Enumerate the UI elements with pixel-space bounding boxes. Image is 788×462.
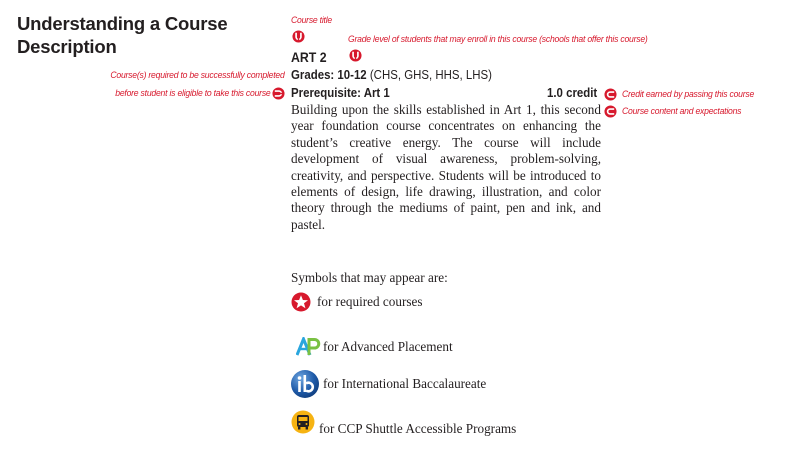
symbol-label: for Advanced Placement [323, 339, 453, 354]
annotation-prerequisite-line-1: Course(s) required to be successfully completed [110, 70, 285, 81]
grades-range: Grades: 10-12 [291, 67, 367, 82]
symbol-row-ib [290, 369, 486, 399]
ib-icon [290, 369, 320, 399]
arrow-down-icon [292, 30, 305, 43]
star-icon [291, 292, 311, 312]
page-heading [17, 12, 277, 58]
heading-line-1: Understanding a Course [17, 13, 228, 34]
bus-icon [291, 410, 315, 434]
symbol-label: for International Baccalaureate [323, 376, 487, 391]
annotation-credit: Credit earned by passing this course [622, 89, 755, 100]
ap-icon [296, 337, 322, 357]
course-description: Building upon the skills established in Art 1, this second year foundation course concentrates on enhancing the student’s creative energy. The course will include development of visual awareness, problem-solving, creativity, and perspective. Students will be introduced to elements of design, life drawing, illustration, and color theory through the mediums of paint, pen and ink, and pastel. [291, 102, 601, 232]
arrow-left-icon [604, 105, 617, 118]
annotation-content: Course content and expectations [622, 106, 742, 117]
arrow-left-icon [604, 88, 617, 101]
symbol-label: for CCP Shuttle Accessible Programs [319, 421, 517, 436]
course-title: ART 2 [291, 49, 327, 65]
symbol-row-bus [291, 410, 516, 434]
arrow-right-icon [272, 87, 285, 100]
course-prerequisite: Prerequisite: Art 1 [291, 85, 390, 100]
symbol-row-ap [296, 337, 453, 357]
arrow-down-icon [349, 49, 362, 62]
annotation-grade-level: Grade level of students that may enroll in this course (schools that offer this course) [348, 34, 648, 45]
symbol-label: for required courses [317, 294, 423, 309]
symbols-title: Symbols that may appear are: [291, 270, 448, 285]
heading-line-2: Description [17, 36, 117, 57]
annotation-prerequisite-line-2: before student is eligible to take this course [114, 88, 270, 99]
course-credit: 1.0 credit [547, 85, 598, 100]
grades-schools: (CHS, GHS, HHS, LHS) [369, 67, 492, 82]
annotation-course-title: Course title [291, 15, 332, 26]
course-grades [291, 67, 492, 82]
symbol-row-required [291, 292, 422, 312]
